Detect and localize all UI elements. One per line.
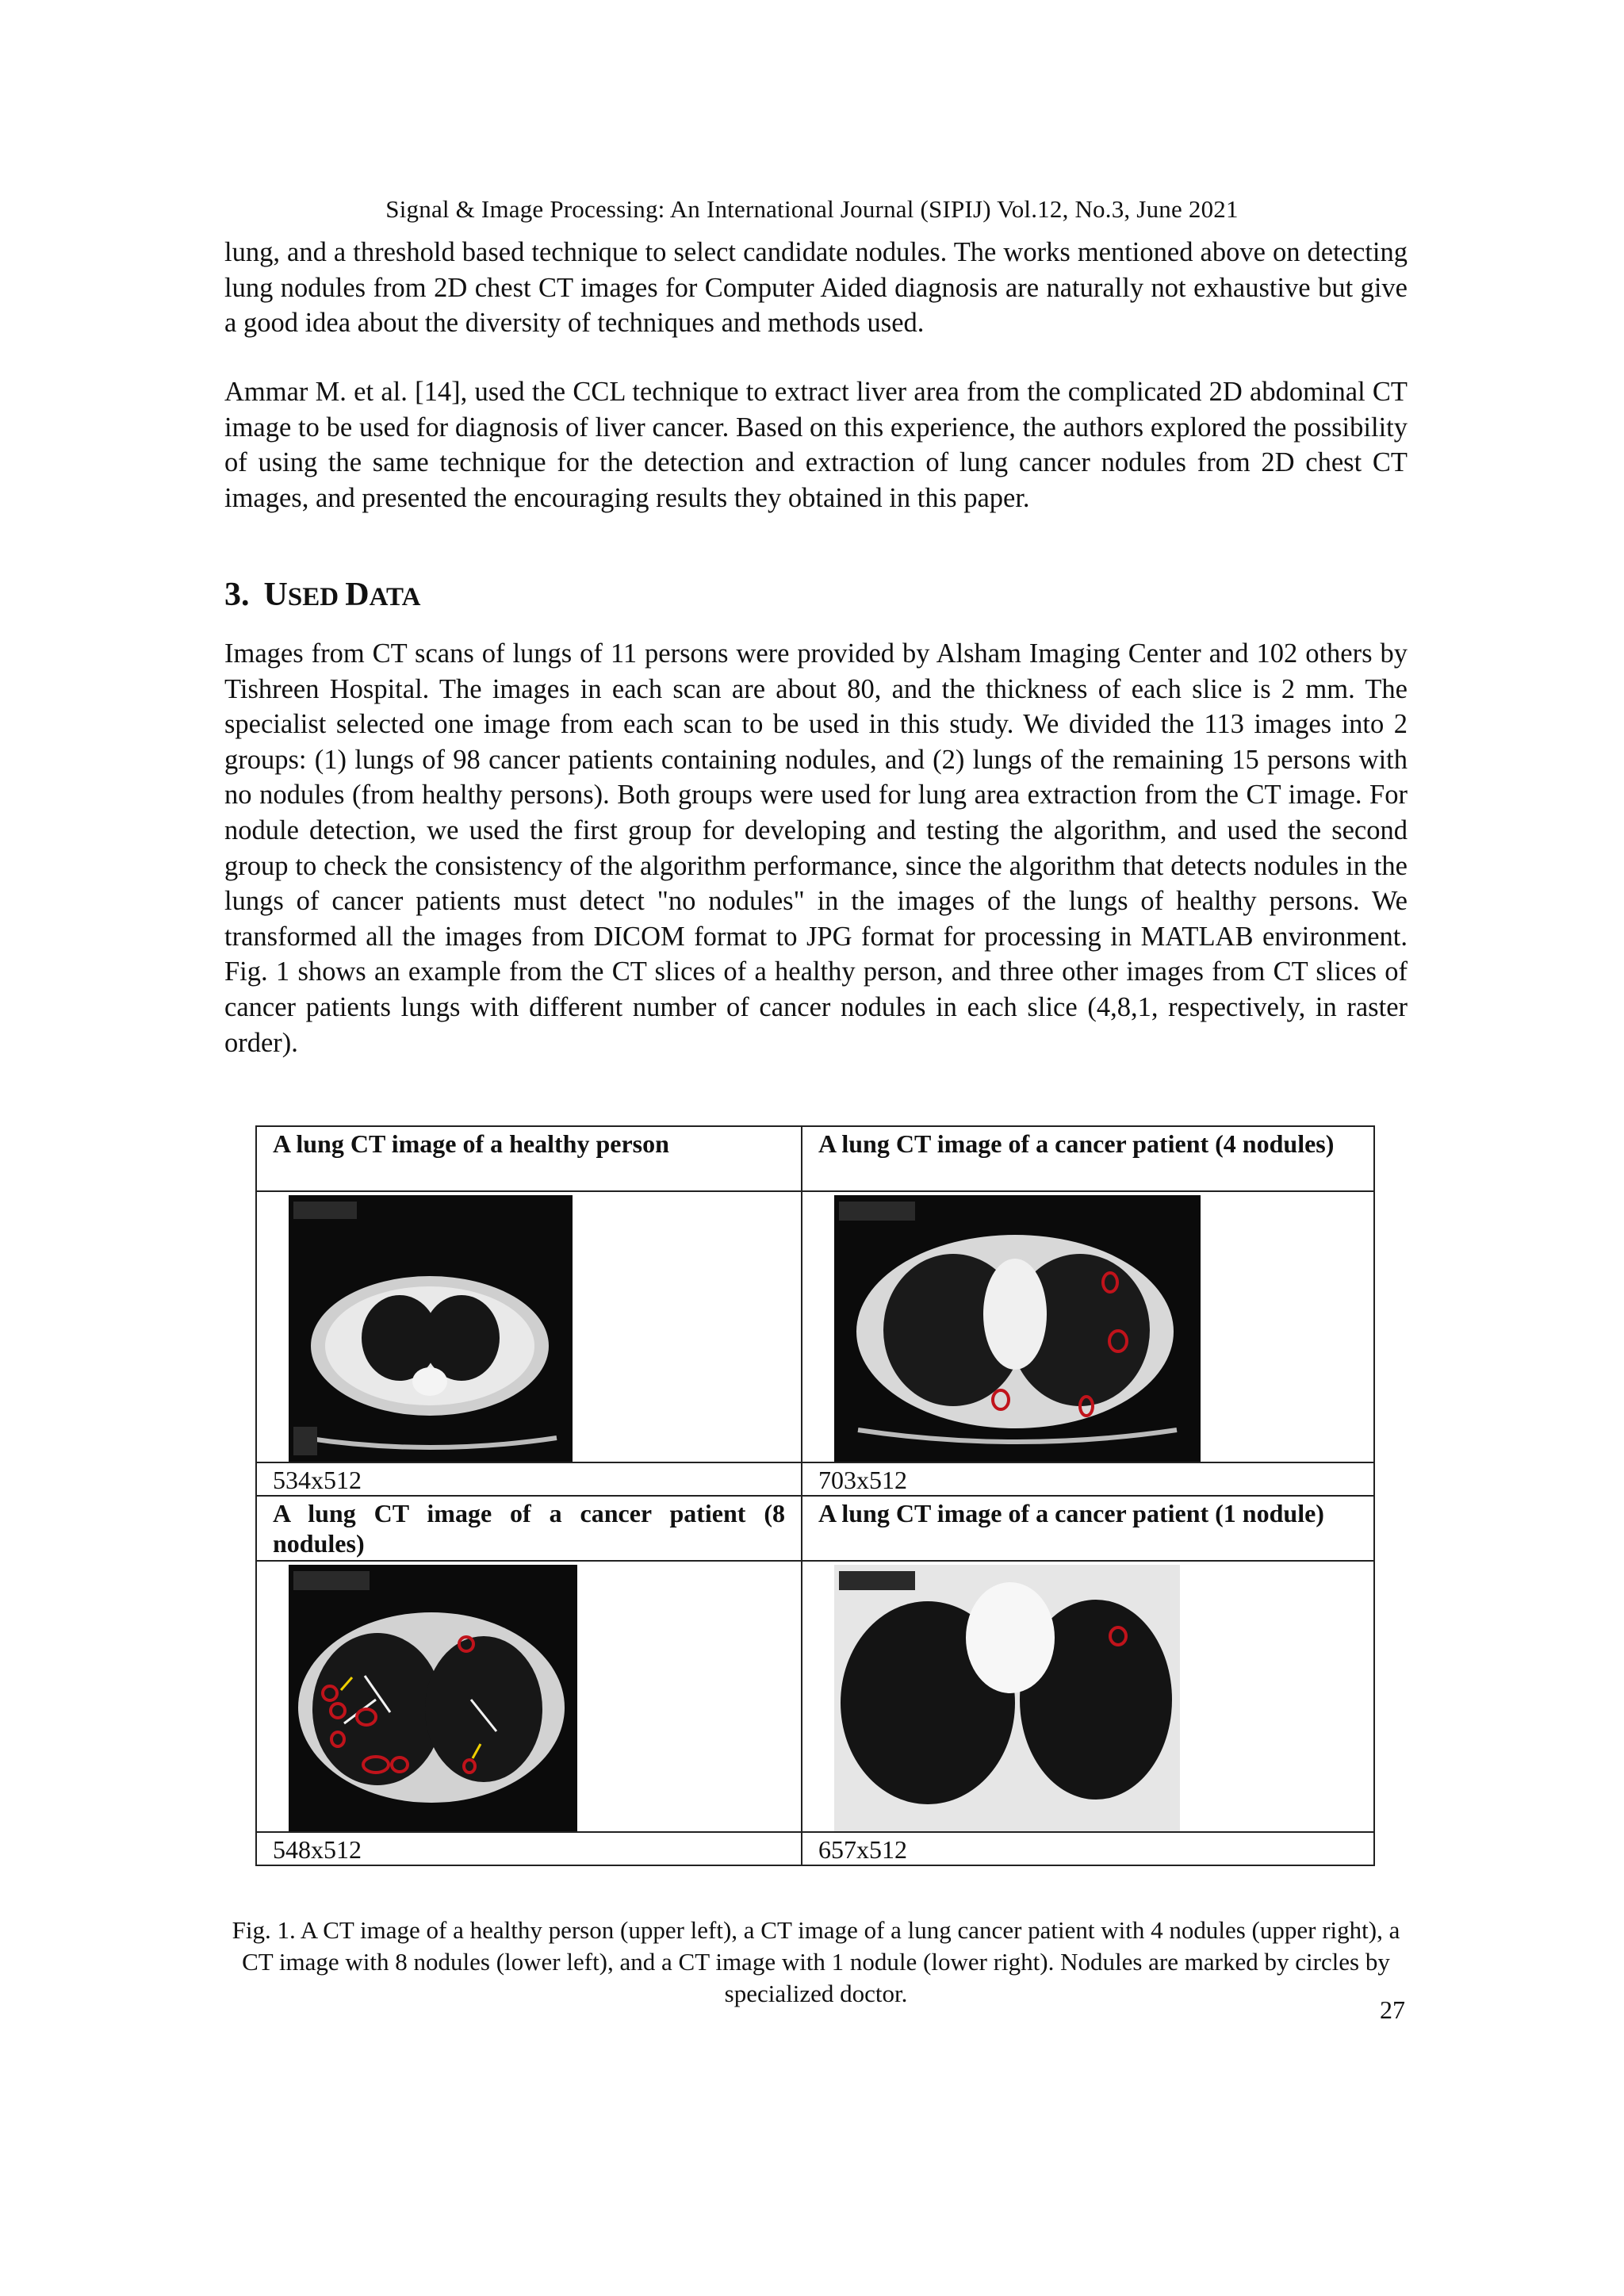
section-title-cap-1: U [263,577,288,613]
ct-image-8-nodules [289,1565,577,1831]
cell-title-1-nodule: A lung CT image of a cancer patient (1 nodule) [802,1496,1374,1561]
cell-image-healthy [256,1191,802,1462]
page-number: 27 [1380,1995,1405,2024]
cell-image-8-nodules [256,1561,802,1832]
cell-image-4-nodules [802,1191,1374,1462]
paragraph-used-data: Images from CT scans of lungs of 11 persons were provided by Alsham Imaging Center and 102 others by Tishreen Hospital. The images in each scan are about 80, and the thickness of each slice is 2 mm. The specialist selected one image from each scan to be used in this study. We divided the 113 images into 2 groups: (1) lungs of 98 cancer patients containing nodules, and (2) lungs of the remaining 15 persons with no nodules (from healthy persons). Both groups were used for lung area extraction from the CT image. For nodule detection, we used the first group for developing and testing the algorithm, and used the second group to check the consistency of the algorithm performance, since the algorithm that detects nodules in the lungs of cancer patients must detect "no nodules" in the images of the lungs of healthy persons. We transformed all the images from DICOM format to JPG format for processing in MATLAB environment. Fig. 1 shows an example from the CT slices of a healthy person, and three other images from CT slices of cancer patients lungs with different number of cancer nodules in each slice (4,8,1, respectively, in raster order). [224,638,1408,1058]
cell-size-healthy: 534x512 [256,1462,802,1496]
running-header: Signal & Image Processing: An International Journal (SIPIJ) Vol.12, No.3, June 2021 [385,195,1239,223]
cell-title-healthy: A lung CT image of a healthy person [256,1126,802,1191]
cell-size-8-nodules: 548x512 [256,1832,802,1865]
section-number: 3. [224,577,250,613]
section-title-rest-1: SED [287,583,346,611]
cell-title-4-nodules: A lung CT image of a cancer patient (4 nodules) [802,1126,1374,1191]
cell-size-4-nodules: 703x512 [802,1462,1374,1496]
paragraph-intro-continued: lung, and a threshold based technique to select candidate nodules. The works mentioned above on detecting lung nodules from 2D chest CT images for Computer Aided diagnosis are naturally not exhaustive but give a good idea about the diversity of techniques and methods used. [224,237,1408,339]
figure-caption: Fig. 1. A CT image of a healthy person (upper left), a CT image of a lung cancer patient with 4 nodules (upper right), a CT image with 8 nodules (lower left), and a CT image with 1 nodule (lower right). Nodules are marked by circles by specialized doctor. [232,1916,1400,2007]
ct-image-4-nodules [834,1195,1201,1462]
figure-table [255,1125,1375,1866]
ct-image-1-nodule [834,1565,1180,1831]
section-heading [224,576,420,614]
cell-title-8-nodules: A lung CT image of a cancer patient (8 nodules) [256,1496,802,1561]
paragraph-ammar: Ammar M. et al. [14], used the CCL technique to extract liver area from the complicated 2D abdominal CT image to be used for diagnosis of liver cancer. Based on this experience, the authors explored the possibility of using the same technique for the detection and extraction of lung cancer nodules from 2D chest CT images, and presented the encouraging results they obtained in this paper. [224,377,1408,513]
cell-image-1-nodule [802,1561,1374,1832]
section-title-cap-2: D [345,577,370,613]
cell-size-1-nodule: 657x512 [802,1832,1374,1865]
ct-image-healthy [289,1195,573,1462]
section-title-rest-2: ATA [369,583,421,611]
